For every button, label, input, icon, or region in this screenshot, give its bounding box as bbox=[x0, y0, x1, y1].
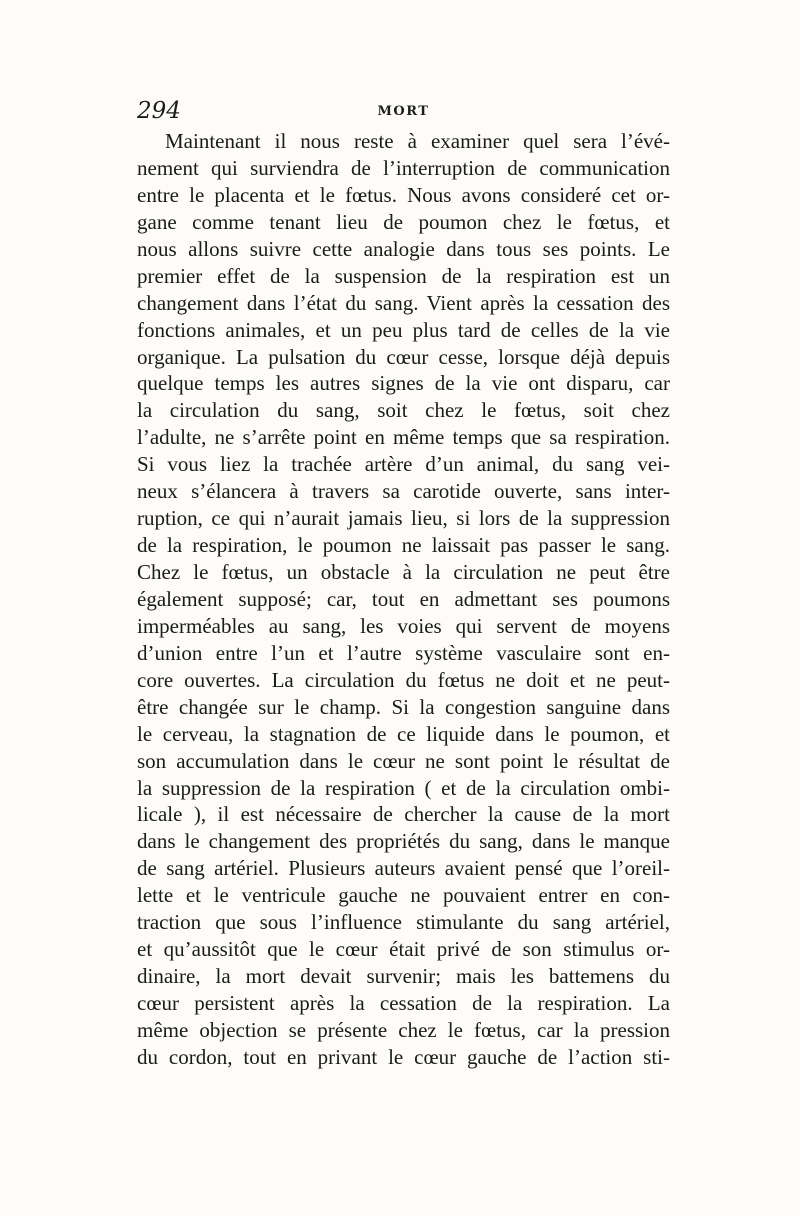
text-line: également supposé; car, tout en admettant ses poumons bbox=[137, 586, 670, 611]
text-line: de la respiration, le poumon ne laissait pas passer le sang. bbox=[137, 533, 670, 558]
text-line: neux s’élancera à travers sa carotide ouverte, sans inter- bbox=[137, 479, 670, 504]
text-line: lette et le ventricule gauche ne pouvaient entrer en con- bbox=[137, 883, 670, 908]
text-line: et qu’aussitôt que le cœur était privé de son stimulus or- bbox=[137, 937, 670, 962]
text-line: licale ), il est nécessaire de chercher la cause de la mort bbox=[137, 802, 670, 827]
text-line: d’union entre l’un et l’autre système vasculaire sont en- bbox=[137, 640, 670, 665]
body-text bbox=[137, 128, 670, 1071]
running-head: MORT bbox=[377, 104, 430, 119]
text-line: du cordon, tout en privant le cœur gauche de l’action sti- bbox=[137, 1044, 670, 1069]
page-number: 294 bbox=[137, 98, 181, 124]
text-line: son accumulation dans le cœur ne sont point le résultat de bbox=[137, 748, 670, 773]
text-line: organique. La pulsation du cœur cesse, lorsque déjà depuis bbox=[137, 344, 670, 369]
text-line: cœur persistent après la cessation de la respiration. La bbox=[137, 991, 670, 1015]
text-line: la circulation du sang, soit chez le fœtus, soit chez bbox=[137, 398, 670, 423]
text-line: premier effet de la suspension de la respiration est un bbox=[137, 263, 670, 288]
text-line: de sang artériel. Plusieurs auteurs avaient pensé que l’oreil- bbox=[137, 856, 670, 881]
text-line: changement dans l’état du sang. Vient après la cessation des bbox=[137, 290, 670, 315]
text-line: traction que sous l’influence stimulante du sang artériel, bbox=[137, 910, 670, 935]
text-line: ruption, ce qui n’aurait jamais lieu, si lors de la suppression bbox=[137, 506, 670, 531]
text-line: entre le placenta et le fœtus. Nous avons consideré cet or- bbox=[137, 182, 670, 207]
text-line: être changée sur le champ. Si la congestion sanguine dans bbox=[137, 694, 670, 719]
text-line: dans le changement des propriétés du sang, dans le manque bbox=[137, 829, 670, 854]
text-line: la suppression de la respiration ( et de la circulation ombi- bbox=[137, 775, 670, 800]
text-line: fonctions animales, et un peu plus tard de celles de la vie bbox=[137, 317, 670, 342]
text-line: gane comme tenant lieu de poumon chez le fœtus, et bbox=[137, 209, 670, 234]
text-line: core ouvertes. La circulation du fœtus ne doit et ne peut- bbox=[137, 667, 670, 692]
text-line: imperméables au sang, les voies qui servent de moyens bbox=[137, 613, 670, 638]
text-line: nous allons suivre cette analogie dans tous ses points. Le bbox=[137, 236, 670, 261]
text-line: le cerveau, la stagnation de ce liquide dans le poumon, et bbox=[137, 721, 670, 746]
text-line: nement qui surviendra de l’interruption de communication bbox=[137, 155, 670, 180]
text-line: même objection se présente chez le fœtus, car la pression bbox=[137, 1017, 670, 1042]
page-header bbox=[137, 98, 670, 126]
text-line: Si vous liez la trachée artère d’un animal, du sang vei- bbox=[137, 452, 670, 477]
text-line: Maintenant il nous reste à examiner quel sera l’évé- bbox=[165, 129, 670, 153]
text-line: Chez le fœtus, un obstacle à la circulation ne peut être bbox=[137, 560, 670, 584]
text-line: dinaire, la mort devait survenir; mais les battemens du bbox=[137, 964, 670, 989]
text-line: l’adulte, ne s’arrête point en même temps que sa respiration. bbox=[137, 425, 670, 450]
text-line: quelque temps les autres signes de la vie ont disparu, car bbox=[137, 371, 670, 396]
